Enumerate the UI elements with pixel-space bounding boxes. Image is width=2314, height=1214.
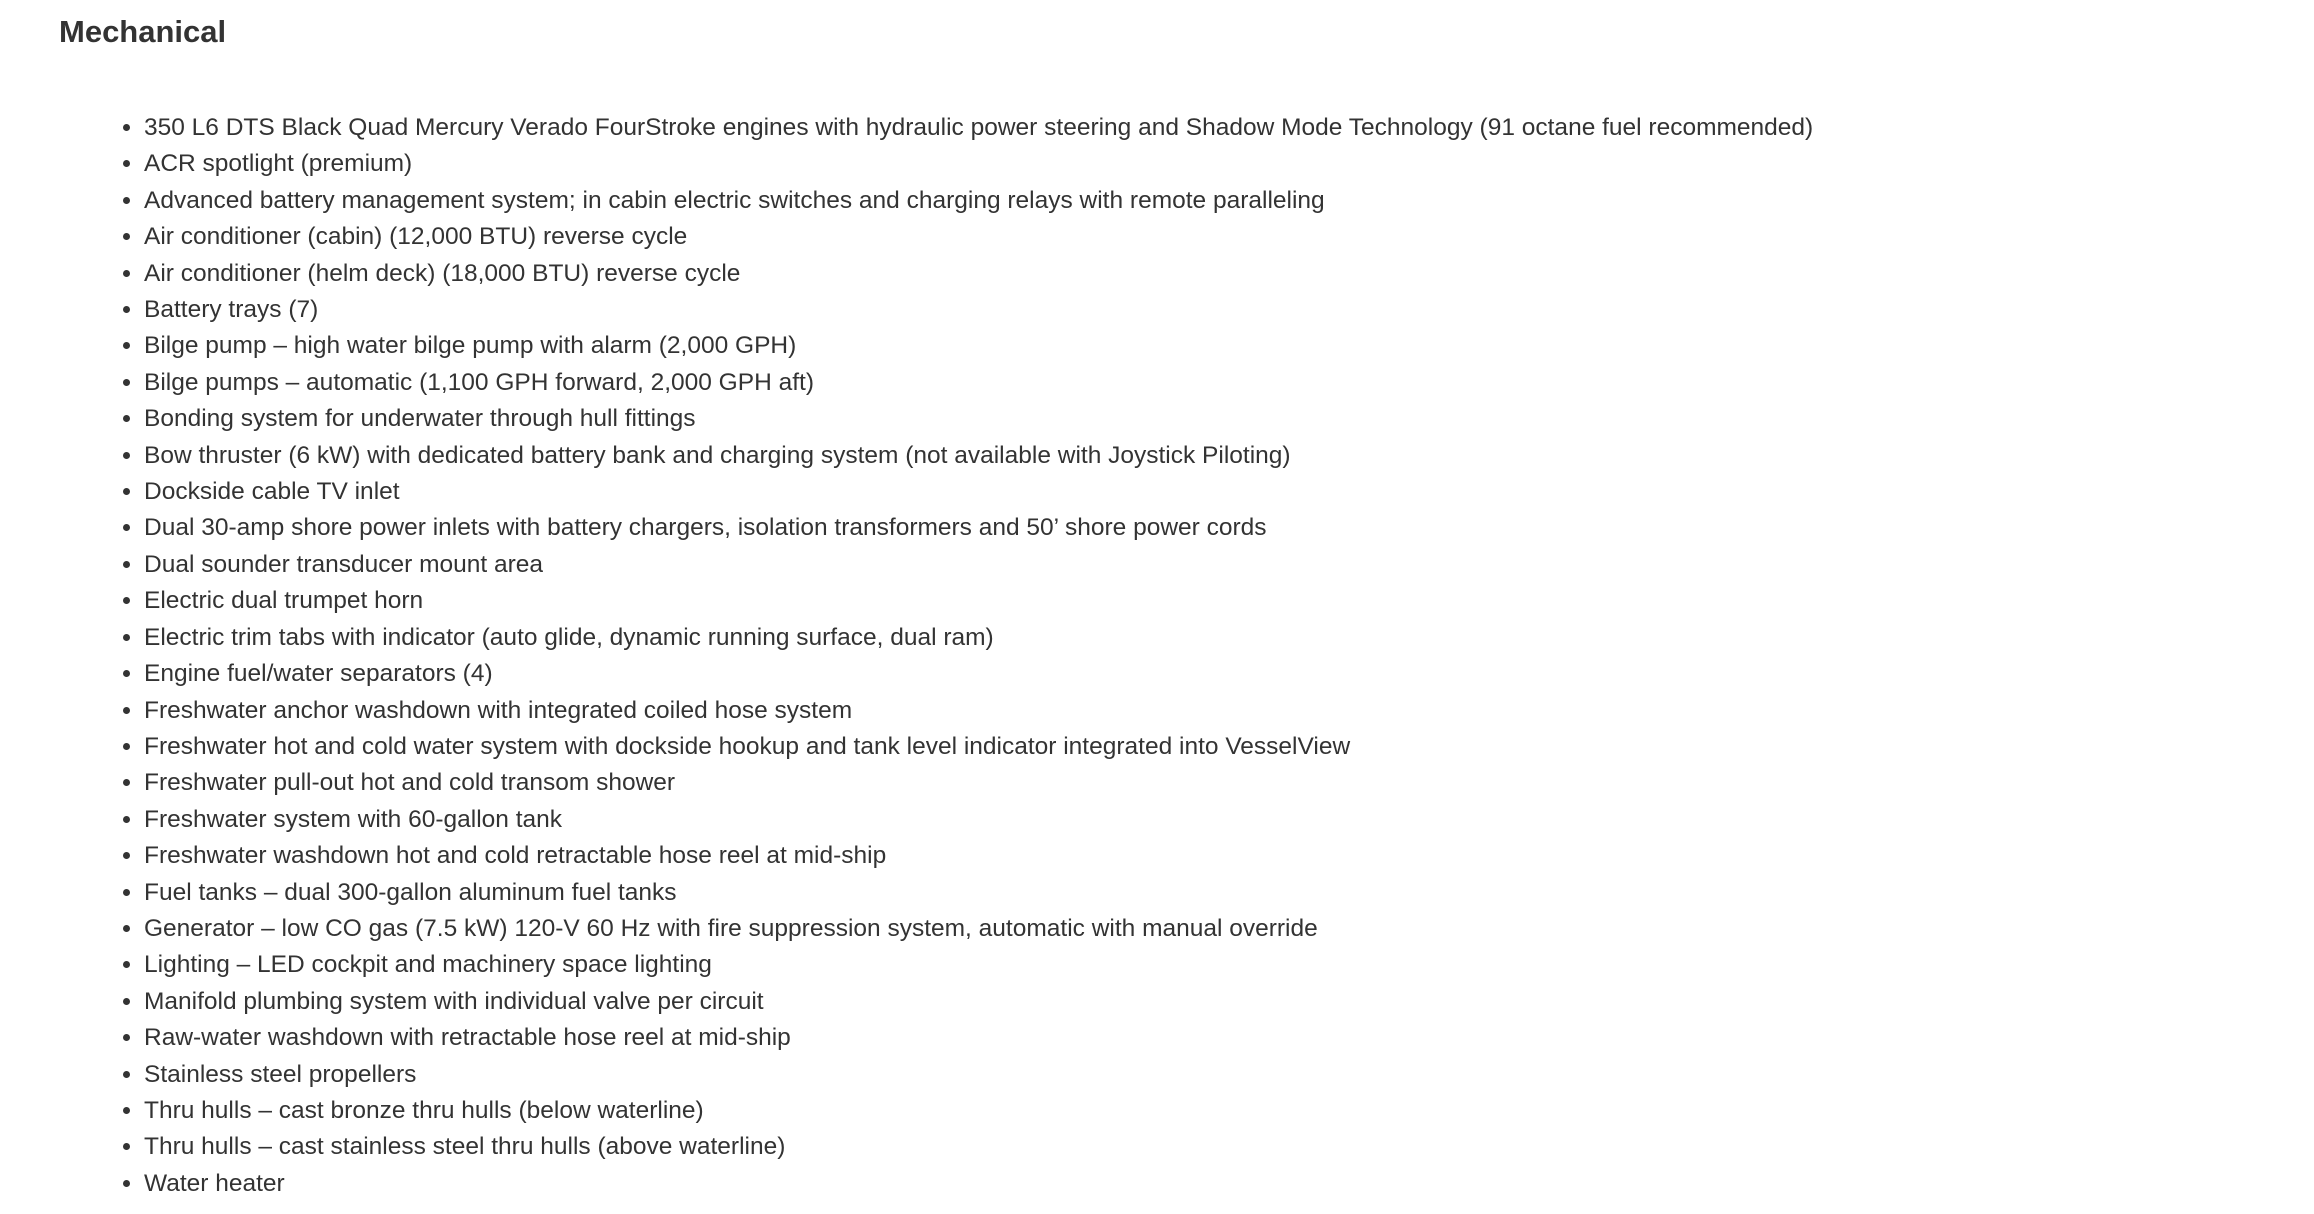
feature-list-item: • Dual 30-amp shore power inlets with battery chargers, isolation transformers and 50’ shore power cords: [144, 510, 1813, 546]
feature-list-item: • Freshwater hot and cold water system with dockside hookup and tank level indicator integrated into VesselView: [144, 729, 1813, 765]
feature-list-item: • Freshwater washdown hot and cold retractable hose reel at mid-ship: [144, 838, 1813, 874]
feature-list-item: • Fuel tanks – dual 300-gallon aluminum fuel tanks: [144, 875, 1813, 911]
feature-list-item: • Thru hulls – cast stainless steel thru hulls (above waterline): [144, 1129, 1813, 1165]
feature-list-item: • Dual sounder transducer mount area: [144, 547, 1813, 583]
feature-list-item: • Raw-water washdown with retractable hose reel at mid-ship: [144, 1020, 1813, 1056]
section-heading: Mechanical: [59, 14, 227, 49]
feature-list-item: • Bow thruster (6 kW) with dedicated battery bank and charging system (not available with Joystick Piloting): [144, 438, 1813, 474]
feature-list: [0, 110, 1813, 1202]
feature-list-item: • Bonding system for underwater through hull fittings: [144, 401, 1813, 437]
feature-list-item: • Bilge pumps – automatic (1,100 GPH forward, 2,000 GPH aft): [144, 365, 1813, 401]
feature-list-item: • Manifold plumbing system with individual valve per circuit: [144, 984, 1813, 1020]
feature-list-item: • Dockside cable TV inlet: [144, 474, 1813, 510]
feature-list-item: • ACR spotlight (premium): [144, 146, 1813, 182]
feature-list-item: • Freshwater system with 60-gallon tank: [144, 802, 1813, 838]
feature-list-item: • Electric dual trumpet horn: [144, 583, 1813, 619]
feature-list-item: • Generator – low CO gas (7.5 kW) 120-V 60 Hz with fire suppression system, automatic with manual override: [144, 911, 1813, 947]
feature-list-item: • Electric trim tabs with indicator (auto glide, dynamic running surface, dual ram): [144, 620, 1813, 656]
feature-list-item: • Water heater: [144, 1166, 1813, 1202]
feature-list-item: • Battery trays (7): [144, 292, 1813, 328]
feature-list-item: • Air conditioner (helm deck) (18,000 BTU) reverse cycle: [144, 256, 1813, 292]
feature-list-item: • Freshwater pull-out hot and cold transom shower: [144, 765, 1813, 801]
feature-list-item: • Thru hulls – cast bronze thru hulls (below waterline): [144, 1093, 1813, 1129]
feature-list-item: • Bilge pump – high water bilge pump with alarm (2,000 GPH): [144, 328, 1813, 364]
feature-list-item: • Stainless steel propellers: [144, 1057, 1813, 1093]
feature-list-item: • Air conditioner (cabin) (12,000 BTU) reverse cycle: [144, 219, 1813, 255]
feature-list-item: • Advanced battery management system; in cabin electric switches and charging relays with remote paralleling: [144, 183, 1813, 219]
feature-list-item: • Lighting – LED cockpit and machinery space lighting: [144, 947, 1813, 983]
feature-list-item: • Freshwater anchor washdown with integrated coiled hose system: [144, 693, 1813, 729]
feature-list-item: • Engine fuel/water separators (4): [144, 656, 1813, 692]
feature-list-item: • 350 L6 DTS Black Quad Mercury Verado FourStroke engines with hydraulic power steering and Shadow Mode Technology (91 octane fuel recommended): [144, 110, 1813, 146]
